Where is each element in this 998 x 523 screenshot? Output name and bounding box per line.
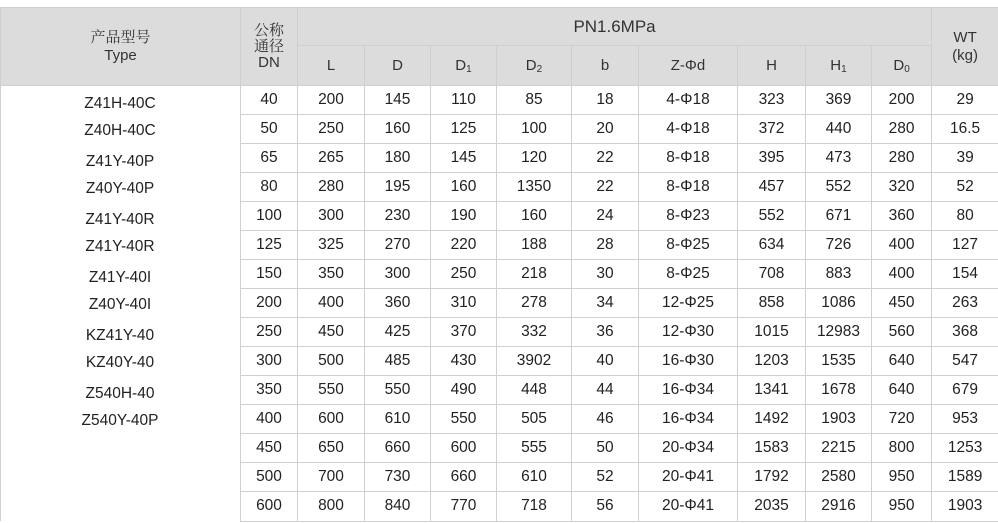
column-header-label: D xyxy=(392,57,403,74)
cell-h1: 2580 xyxy=(806,463,872,492)
cell-dn: 50 xyxy=(241,115,298,144)
column-header-label: D xyxy=(455,56,467,74)
column-header-subscript: 0 xyxy=(904,63,910,75)
cell-d1: 160 xyxy=(431,173,497,202)
valve-spec-table xyxy=(0,7,998,522)
cell-l: 265 xyxy=(298,144,365,173)
cell-d: 300 xyxy=(365,260,431,289)
cell-dn: 200 xyxy=(241,289,298,318)
type-group xyxy=(1,320,239,378)
cell-d1: 310 xyxy=(431,289,497,318)
model-code: Z540H-40 xyxy=(85,385,155,402)
cell-zd: 8-Φ18 xyxy=(639,144,738,173)
pressure-header: PN1.6MPa xyxy=(298,8,932,46)
cell-d1: 250 xyxy=(431,260,497,289)
cell-d0: 400 xyxy=(872,260,932,289)
cell-wt: 154 xyxy=(932,260,998,289)
cell-wt: 679 xyxy=(932,376,998,405)
cell-zd: 8-Φ18 xyxy=(639,173,738,202)
cell-d: 160 xyxy=(365,115,431,144)
cell-b: 30 xyxy=(572,260,639,289)
cell-dn: 40 xyxy=(241,86,298,115)
cell-h1: 883 xyxy=(806,260,872,289)
cell-d: 180 xyxy=(365,144,431,173)
column-header-6 xyxy=(738,46,806,86)
cell-h: 1583 xyxy=(738,434,806,463)
cell-d0: 400 xyxy=(872,231,932,260)
cell-d0: 280 xyxy=(872,115,932,144)
cell-h1: 473 xyxy=(806,144,872,173)
model-code: Z41Y-40I xyxy=(88,269,152,286)
column-header-label: b xyxy=(600,57,610,74)
cell-h: 1015 xyxy=(738,318,806,347)
cell-d1: 770 xyxy=(431,492,497,521)
cell-h: 2035 xyxy=(738,492,806,521)
dn-header-cn-2: 通径 xyxy=(253,37,284,55)
cell-h: 372 xyxy=(738,115,806,144)
cell-h: 708 xyxy=(738,260,806,289)
cell-wt: 52 xyxy=(932,173,998,202)
cell-d: 485 xyxy=(365,347,431,376)
column-header-label: L xyxy=(326,57,336,74)
cell-l: 300 xyxy=(298,202,365,231)
column-header-subscript: 1 xyxy=(466,63,472,75)
model-code: Z41Y-40P xyxy=(85,153,155,170)
cell-d0: 950 xyxy=(872,492,932,521)
cell-d2: 3902 xyxy=(497,347,572,376)
cell-h: 858 xyxy=(738,289,806,318)
cell-b: 46 xyxy=(572,405,639,434)
model-code: Z40Y-40P xyxy=(85,180,155,197)
cell-l: 800 xyxy=(298,492,365,521)
cell-wt: 39 xyxy=(932,144,998,173)
cell-b: 36 xyxy=(572,318,639,347)
cell-h: 1492 xyxy=(738,405,806,434)
cell-wt: 1589 xyxy=(932,463,998,492)
cell-b: 28 xyxy=(572,231,639,260)
cell-d: 730 xyxy=(365,463,431,492)
cell-h1: 552 xyxy=(806,173,872,202)
cell-d: 360 xyxy=(365,289,431,318)
cell-d1: 125 xyxy=(431,115,497,144)
cell-wt: 1253 xyxy=(932,434,998,463)
cell-d2: 1350 xyxy=(497,173,572,202)
cell-b: 50 xyxy=(572,434,639,463)
cell-dn: 150 xyxy=(241,260,298,289)
column-header-subscript: 1 xyxy=(841,63,847,75)
column-header-label: Z-Φd xyxy=(670,57,706,74)
type-header-en: Type xyxy=(104,46,137,64)
cell-d: 270 xyxy=(365,231,431,260)
cell-dn: 65 xyxy=(241,144,298,173)
cell-d1: 660 xyxy=(431,463,497,492)
cell-h: 1792 xyxy=(738,463,806,492)
table-body xyxy=(1,86,998,522)
cell-wt: 953 xyxy=(932,405,998,434)
model-code: KZ41Y-40 xyxy=(85,327,155,344)
cell-zd: 20-Φ41 xyxy=(639,492,738,521)
cell-zd: 8-Φ25 xyxy=(639,231,738,260)
cell-zd: 8-Φ23 xyxy=(639,202,738,231)
cell-d1: 220 xyxy=(431,231,497,260)
cell-zd: 12-Φ25 xyxy=(639,289,738,318)
cell-dn: 125 xyxy=(241,231,298,260)
cell-dn: 350 xyxy=(241,376,298,405)
type-group xyxy=(1,146,239,204)
cell-h1: 1903 xyxy=(806,405,872,434)
cell-zd: 4-Φ18 xyxy=(639,86,738,115)
column-header-4 xyxy=(572,46,639,86)
dn-column-header xyxy=(241,8,298,86)
cell-l: 250 xyxy=(298,115,365,144)
column-header-label: H xyxy=(766,57,777,74)
type-header-cn: 产品型号 xyxy=(90,28,151,46)
cell-h1: 2215 xyxy=(806,434,872,463)
column-header-8 xyxy=(872,46,932,86)
cell-zd: 16-Φ30 xyxy=(639,347,738,376)
column-header-0 xyxy=(298,46,365,86)
cell-d0: 360 xyxy=(872,202,932,231)
cell-l: 325 xyxy=(298,231,365,260)
cell-d2: 332 xyxy=(497,318,572,347)
cell-dn: 80 xyxy=(241,173,298,202)
cell-b: 44 xyxy=(572,376,639,405)
cell-d0: 640 xyxy=(872,347,932,376)
cell-d2: 718 xyxy=(497,492,572,521)
column-header-7 xyxy=(806,46,872,86)
cell-dn: 500 xyxy=(241,463,298,492)
cell-h1: 726 xyxy=(806,231,872,260)
cell-l: 550 xyxy=(298,376,365,405)
cell-d1: 110 xyxy=(431,86,497,115)
cell-d: 550 xyxy=(365,376,431,405)
cell-zd: 16-Φ34 xyxy=(639,376,738,405)
cell-l: 700 xyxy=(298,463,365,492)
cell-h: 457 xyxy=(738,173,806,202)
cell-dn: 300 xyxy=(241,347,298,376)
cell-h: 1341 xyxy=(738,376,806,405)
cell-l: 350 xyxy=(298,260,365,289)
cell-l: 400 xyxy=(298,289,365,318)
cell-d2: 160 xyxy=(497,202,572,231)
table-header xyxy=(1,8,998,86)
cell-d1: 145 xyxy=(431,144,497,173)
model-code: Z40Y-40I xyxy=(88,296,152,313)
cell-d0: 320 xyxy=(872,173,932,202)
cell-d1: 190 xyxy=(431,202,497,231)
cell-d1: 430 xyxy=(431,347,497,376)
cell-h1: 1535 xyxy=(806,347,872,376)
wt-header-2: (kg) xyxy=(952,46,979,64)
cell-d2: 85 xyxy=(497,86,572,115)
type-group xyxy=(1,204,239,262)
model-code: Z41Y-40R xyxy=(85,211,155,228)
cell-b: 52 xyxy=(572,463,639,492)
column-header-label: D xyxy=(893,56,905,74)
cell-d2: 218 xyxy=(497,260,572,289)
cell-d1: 600 xyxy=(431,434,497,463)
cell-wt: 29 xyxy=(932,86,998,115)
cell-l: 650 xyxy=(298,434,365,463)
cell-b: 22 xyxy=(572,173,639,202)
cell-wt: 127 xyxy=(932,231,998,260)
cell-h: 634 xyxy=(738,231,806,260)
cell-h1: 2916 xyxy=(806,492,872,521)
model-code: Z40H-40C xyxy=(84,122,156,139)
dn-header-cn-1: 公称 xyxy=(253,21,284,39)
cell-d0: 200 xyxy=(872,86,932,115)
cell-wt: 263 xyxy=(932,289,998,318)
cell-d0: 280 xyxy=(872,144,932,173)
type-column-cells xyxy=(1,86,241,522)
column-header-label: D xyxy=(525,56,537,74)
cell-d0: 720 xyxy=(872,405,932,434)
weight-column-header xyxy=(932,8,998,86)
cell-d0: 950 xyxy=(872,463,932,492)
cell-l: 280 xyxy=(298,173,365,202)
cell-d2: 188 xyxy=(497,231,572,260)
cell-dn: 400 xyxy=(241,405,298,434)
cell-wt: 1903 xyxy=(932,492,998,521)
cell-d1: 490 xyxy=(431,376,497,405)
cell-b: 34 xyxy=(572,289,639,318)
column-header-5 xyxy=(639,46,738,86)
cell-zd: 20-Φ41 xyxy=(639,463,738,492)
column-header-1 xyxy=(365,46,431,86)
cell-b: 20 xyxy=(572,115,639,144)
cell-dn: 600 xyxy=(241,492,298,521)
wt-header-1: WT xyxy=(953,28,977,46)
cell-zd: 16-Φ34 xyxy=(639,405,738,434)
cell-d: 195 xyxy=(365,173,431,202)
cell-d2: 278 xyxy=(497,289,572,318)
cell-h1: 12983 xyxy=(806,318,872,347)
cell-d2: 120 xyxy=(497,144,572,173)
cell-d: 145 xyxy=(365,86,431,115)
cell-d2: 505 xyxy=(497,405,572,434)
cell-h: 395 xyxy=(738,144,806,173)
cell-d: 230 xyxy=(365,202,431,231)
model-code: KZ40Y-40 xyxy=(85,354,155,371)
cell-d2: 610 xyxy=(497,463,572,492)
cell-l: 200 xyxy=(298,86,365,115)
cell-h1: 1086 xyxy=(806,289,872,318)
type-group xyxy=(1,262,239,320)
model-code: Z540Y-40P xyxy=(81,412,159,429)
column-header-3 xyxy=(497,46,572,86)
cell-dn: 250 xyxy=(241,318,298,347)
cell-zd: 20-Φ34 xyxy=(639,434,738,463)
cell-dn: 100 xyxy=(241,202,298,231)
model-code: Z41H-40C xyxy=(84,95,156,112)
cell-l: 600 xyxy=(298,405,365,434)
cell-d0: 560 xyxy=(872,318,932,347)
dn-header-en: DN xyxy=(258,53,280,71)
cell-h1: 671 xyxy=(806,202,872,231)
cell-h1: 440 xyxy=(806,115,872,144)
table-row xyxy=(1,86,998,115)
column-header-2 xyxy=(431,46,497,86)
column-header-subscript: 2 xyxy=(536,63,543,75)
cell-b: 56 xyxy=(572,492,639,521)
type-column-header xyxy=(1,8,241,86)
type-group xyxy=(1,378,239,436)
cell-h: 323 xyxy=(738,86,806,115)
cell-d2: 555 xyxy=(497,434,572,463)
cell-b: 18 xyxy=(572,86,639,115)
cell-l: 450 xyxy=(298,318,365,347)
cell-wt: 368 xyxy=(932,318,998,347)
cell-zd: 8-Φ25 xyxy=(639,260,738,289)
cell-d2: 448 xyxy=(497,376,572,405)
cell-d: 425 xyxy=(365,318,431,347)
type-group xyxy=(1,88,239,146)
cell-d: 610 xyxy=(365,405,431,434)
cell-wt: 80 xyxy=(932,202,998,231)
cell-h1: 1678 xyxy=(806,376,872,405)
cell-h: 552 xyxy=(738,202,806,231)
cell-wt: 16.5 xyxy=(932,115,998,144)
cell-zd: 12-Φ30 xyxy=(639,318,738,347)
cell-d2: 100 xyxy=(497,115,572,144)
cell-d: 840 xyxy=(365,492,431,521)
cell-l: 500 xyxy=(298,347,365,376)
cell-dn: 450 xyxy=(241,434,298,463)
cell-d0: 800 xyxy=(872,434,932,463)
cell-h1: 369 xyxy=(806,86,872,115)
cell-h: 1203 xyxy=(738,347,806,376)
cell-wt: 547 xyxy=(932,347,998,376)
cell-b: 22 xyxy=(572,144,639,173)
cell-b: 24 xyxy=(572,202,639,231)
cell-d0: 640 xyxy=(872,376,932,405)
cell-d1: 550 xyxy=(431,405,497,434)
model-code: Z41Y-40R xyxy=(85,238,155,255)
cell-b: 40 xyxy=(572,347,639,376)
cell-d: 660 xyxy=(365,434,431,463)
cell-d1: 370 xyxy=(431,318,497,347)
cell-d0: 450 xyxy=(872,289,932,318)
cell-zd: 4-Φ18 xyxy=(639,115,738,144)
column-header-label: H xyxy=(830,56,842,74)
